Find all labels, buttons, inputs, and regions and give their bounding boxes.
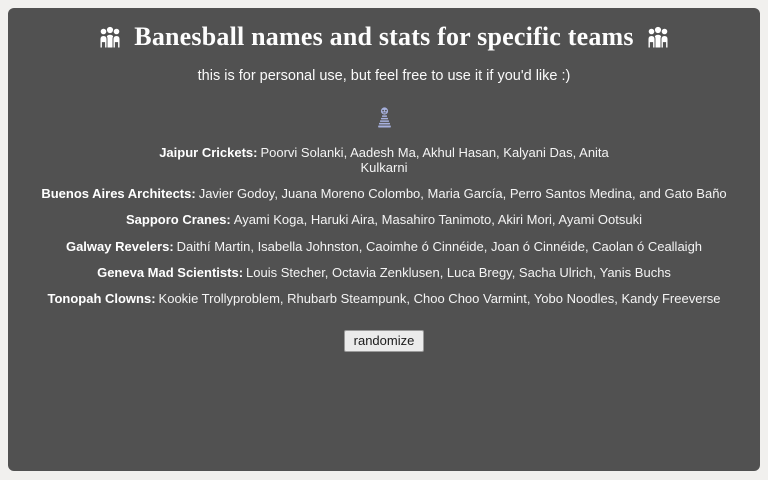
team-players: Ayami Koga, Haruki Aira, Masahiro Tanimoto, Akiri Mori, Ayami Ootsuki	[233, 212, 642, 228]
team-players: Daithí Martin, Isabella Johnston, Caoimhe ó Cinnéide, Joan ó Cinnéide, Caolan ó Ceallaigh	[176, 238, 703, 254]
team-players: Kookie Trollyproblem, Rhubarb Steampunk, Choo Choo Varmint, Yobo Noodles, Kandy Freeverse	[158, 291, 721, 307]
team-name: Buenos Aires Architects:	[41, 186, 196, 202]
team-players: Poorvi Solanki, Aadesh Ma, Akhul Hasan, Kalyani Das, Anita Kulkarni	[260, 144, 609, 175]
team-name: Geneva Mad Scientists:	[97, 265, 244, 281]
statue-icon[interactable]	[377, 107, 392, 129]
team-players: Javier Godoy, Juana Moreno Colombo, Maria García, Perro Santos Medina, and Gato Baño	[198, 186, 727, 202]
team-row	[8, 265, 760, 280]
team-row	[8, 186, 760, 201]
randomize-button[interactable]: randomize	[344, 330, 425, 352]
team-row	[8, 212, 760, 227]
content-panel	[8, 8, 760, 471]
page-subtitle: this is for personal use, but feel free to use it if you'd like :)	[197, 68, 571, 84]
team-name: Jaipur Crickets:	[159, 144, 258, 160]
team-row	[153, 145, 615, 176]
team-row	[8, 239, 760, 254]
people-group-icon	[645, 24, 671, 50]
team-list	[8, 145, 760, 307]
team-name: Sapporo Cranes:	[126, 212, 231, 228]
team-name: Galway Revelers:	[65, 238, 174, 254]
page-header	[8, 22, 760, 52]
people-group-icon	[97, 24, 123, 50]
page-title: Banesball names and stats for specific teams	[134, 22, 634, 51]
team-name: Tonopah Clowns:	[47, 291, 156, 307]
team-players: Louis Stecher, Octavia Zenklusen, Luca Bregy, Sacha Ulrich, Yanis Buchs	[246, 265, 671, 281]
team-row	[8, 291, 760, 306]
